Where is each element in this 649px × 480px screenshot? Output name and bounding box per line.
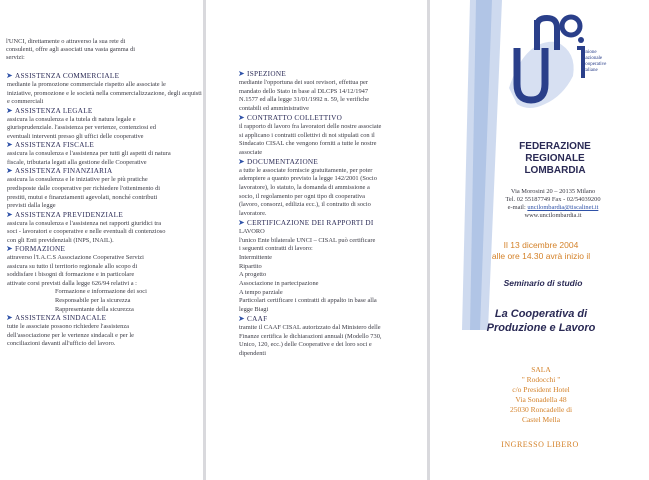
section-title: DOCUMENTAZIONE [247,157,319,166]
section-heading [238,158,318,166]
website-link[interactable]: www.uncilombardia.it [524,212,582,219]
section-title: ASSISTENZA LEGALE [15,106,93,115]
section-text-line: Ripartito [239,262,262,270]
section-text-line: LAVORO [239,227,265,235]
arrow-bullet-icon: ➤ [6,313,14,323]
intro-line: l'UNCI, direttamente o attraverso la sua rete di [6,38,126,45]
unci-logo-icon [495,8,590,128]
section-heading [6,314,106,322]
venue-line: Castel Mella [521,415,561,424]
arrow-bullet-icon: ➤ [6,209,14,219]
section-text-line: assicura la consulenza e la tutela di natura legale e [7,115,136,123]
event-title: Produzione e Lavoro [486,322,596,334]
section-text-line: assicura la consulenza e l'assistenza per tutti gli aspetti di natura [7,150,171,158]
email-link[interactable]: uncilombardia@tiscalinet.it [527,204,599,211]
venue-line: 25030 Roncadelle di [509,405,573,414]
section-text-line: e commerciali [7,98,44,106]
section-text-line: Rappresentante della sicurezza [55,305,134,313]
arrow-bullet-icon: ➤ [238,69,246,78]
entry-note: INGRESSO LIBERO [501,440,579,449]
logo-text: unione [583,50,597,55]
section-text-line: soddisfare i bisogni di formazione e in particolare [7,271,135,279]
arrow-bullet-icon: ➤ [238,313,246,323]
section-title: ASSISTENZA FISCALE [15,141,95,150]
section-text-line: eventuali interventi presso gli uffici delle cooperative [7,132,144,140]
section-title: ASSISTENZA SINDACALE [15,314,107,323]
section-text-line: assicura la consulenza e le iniziative per le più pratiche [7,176,148,184]
section-title: ASSISTENZA COMMERCIALE [15,72,120,80]
org-name: FEDERAZIONE [519,141,591,152]
section-title: CAAF [247,314,268,323]
section-heading [6,245,65,253]
venue-line: Via Sonadella 48 [515,395,567,404]
logo-text: italiane [583,68,598,73]
section-text-line: dell'associazione per le vertenze sindacali e per le [7,331,134,339]
section-title: ISPEZIONE [247,70,287,78]
section-heading [6,167,112,175]
email-label: e-mail: [507,204,526,211]
arrow-bullet-icon: ➤ [6,105,14,115]
section-text-line: A progetto [239,271,267,279]
section-text-line: conciliazioni davanti all'ufficio del lavoro. [7,340,116,348]
section-text-line: A tempo parziale [239,288,283,296]
section-text-line: tramite il CAAF CISAL autorizzato dal Ministero delle [239,323,381,331]
org-name: LOMBARDIA [524,165,586,176]
section-text-line: Unico, 120, ecc.) delle Cooperative e dei loro soci e [239,341,372,349]
section-text-line: l'unico Ente bilaterale UNCI – CISAL può certificare [239,236,376,244]
section-title: CERTIFICAZIONE DEI RAPPORTI DI [247,218,374,227]
section-text-line: legge Biagi [239,306,269,314]
arrow-bullet-icon: ➤ [238,217,246,227]
section-text-line: Responsabile per la sicurezza [55,297,131,304]
section-text-line: Finanze certifica le dichiarazioni annuali (Modello 730, [239,332,382,340]
section-text-line: attraverso l'I.A.C.S Associazione Cooperative Servizi [7,254,144,262]
section-text-line: tutte le associate possono richiedere l'assistenza [7,323,129,331]
section-text-line: Intermittente [239,253,273,261]
section-heading [6,211,123,219]
arrow-bullet-icon: ➤ [6,140,14,150]
section-text-line: assicura la consulenza e l'assistenza nei rapporti giuridici tra [7,219,162,227]
section-text-line: predisposte dalle cooperative per richiedere l'ottenimento di [7,184,161,192]
phone: Tel. 02 55187749 Fax - 02/54039200 [505,196,601,203]
section-text-line: Associazione in partecipazione [239,280,319,287]
logo-text: nazionale [583,56,603,61]
section-title: ASSISTENZA FINANZIARIA [15,167,113,176]
section-text-line: (lavoro, consorzi, edilizia ecc.), il contratto di socio [239,201,371,209]
section-heading [238,70,286,78]
section-text-line: adempiere a quanto previsto la legge 142/2001 (Socio [239,175,377,183]
section-text-line: prestiti, mutui e finanziamenti agevolati, nonché contributi [7,193,158,201]
section-text-line: a tutte le associate forniscie gratuitamente, per poter [239,166,373,174]
logo-text: cooperative [583,62,607,67]
section-text-line: assicura su tutto il territorio regionale allo scopo di [7,262,138,270]
venue-line: SALA [531,365,551,374]
venue-line: " Rodocchi " [521,375,561,384]
email-line [508,204,599,212]
section-text-line: attivate corsi previsti dalla legge 626/94 relativi a : [7,279,137,287]
section-heading [238,219,374,227]
event-type: Seminario di studio [503,278,583,288]
fold-line-left [203,0,206,480]
event-title: La Cooperativa di [494,308,588,320]
section-text-line: Sindacato CISAL che vengono forniti a tutte le nostre [239,140,377,148]
section-text-line: fiscale, tributaria legati alla gestione delle Cooperative [7,158,147,166]
section-text-line: socio, il regolamento per ogni tipo di cooperativa [239,192,366,200]
intro-line: servizi: [6,54,25,61]
section-text-line: Formazione e informazione dei soci [55,288,147,296]
section-text-line: lavoratore. [239,210,267,218]
section-text-line: previsti dalla legge [7,202,56,210]
section-heading [238,315,267,323]
arrow-bullet-icon: ➤ [238,156,246,166]
section-text-line: dipendenti [239,349,266,357]
section-text-line: lavoratore), lo statuto, la domanda di ammissione a [239,184,370,191]
section-text-line: N.1577 ed alla legge 31/01/1992 n. 59, le verifiche [239,96,370,104]
section-text-line: iniziative, promozione e le società nella commercializzazione, degli acquisti [7,89,202,97]
section-title: FORMAZIONE [15,245,66,254]
section-heading [6,72,119,80]
arrow-bullet-icon: ➤ [6,71,14,80]
section-text-line: il rapporto di lavoro fra lavoratori delle nostre associate [239,122,382,130]
section-text-line: con gli Enti previdenziali (INPS, INAIL). [7,236,114,244]
intro-line: consulenti, offre agli associati una vasta gamma di [6,46,136,53]
org-name: REGIONALE [525,153,585,164]
section-text-line: contabili ed amministrative [239,105,309,113]
arrow-bullet-icon: ➤ [238,112,246,122]
address: Via Morosini 20 – 20135 Milano [510,188,596,195]
fold-line-right [427,0,430,480]
venue-line: c/o President Hotel [512,385,570,394]
section-text-line: giurisprudenziale. l'assistenza per vertenze, contenziosi ed [7,124,156,132]
section-title: CONTRATTO COLLETTIVO [247,113,343,122]
section-text-line: associate [239,148,263,156]
section-title: ASSISTENZA PREVIDENZIALE [15,210,124,219]
section-text-line: i seguenti contratti di lavoro: [239,245,313,253]
section-text-line: mediante la promozione commerciale rispetto alle associate le [7,81,166,88]
arrow-bullet-icon: ➤ [6,166,14,176]
section-text-line: Particolari certificare i contratti di appalto in base alla [239,297,377,305]
section-text-line: si applicano i contratti collettivi di noi stipulati con il [239,131,375,139]
section-heading [6,141,94,149]
section-text-line: mandato dello Stato in base al DLCPS 14/12/1947 [239,87,369,95]
event-date: Il 13 dicembre 2004 [503,240,579,250]
event-time: alle ore 14.30 avrà inizio il [491,251,591,261]
section-heading [238,114,342,122]
section-text-line: soci - lavoratori e cooperative e nelle eventuali di contenzioso [7,228,166,236]
arrow-bullet-icon: ➤ [6,244,14,254]
section-heading [6,107,93,115]
section-text-line: mediante l'opportuna dei suoi revisori, effettua per [239,79,368,86]
